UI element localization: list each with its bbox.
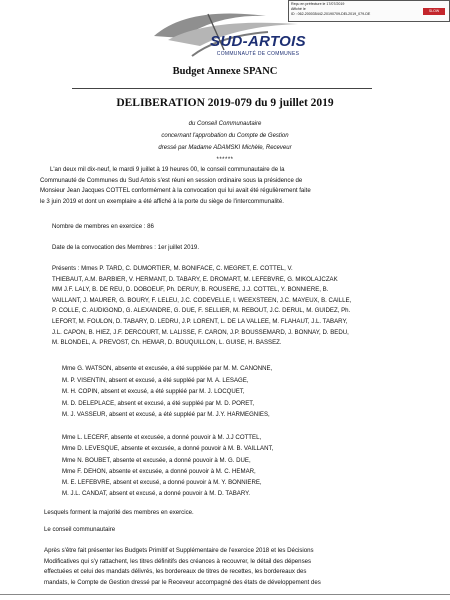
- stamp-id-line: ID : 062-200035442-20190709-DEL2019_079-DE: [291, 12, 371, 16]
- substitution-line: M. J. VASSEUR, absent et excusé, a été suppléé par M. J.Y. HARMEGNIES,: [62, 411, 270, 418]
- closing-line: Après s'être fait présenter les Budgets Primitif et Supplémentaire de l'exercice 2018 et les Décisions: [44, 547, 314, 554]
- subtitle-council: du Conseil Communautaire: [188, 121, 262, 127]
- subtitle-subject: concernant l'approbation du Compte de Gestion: [161, 133, 289, 139]
- stamp-received-line: Reçu en préfecture le 17/07/2019: [291, 2, 345, 6]
- logo-name: SUD-ARTOIS: [210, 33, 306, 50]
- substitutions-list: [62, 363, 272, 421]
- closing-line: effectuées et celui des mandats délivrés, les bordereaux de titres de recettes, les bordereaux des: [44, 568, 307, 576]
- proxies-list: [62, 432, 273, 500]
- budget-heading: Budget Annexe SPANC: [172, 66, 278, 77]
- page-bottom-edge: [0, 594, 450, 595]
- closing-line: Modificatives qui s'y rattachent, les titres définitifs des créances à recouvrer, le détail des dépenses: [44, 557, 312, 565]
- proxy-line: M. J.L. CANDAT, absent et excusé, a donné pouvoir à M. D. TABARY.: [62, 490, 251, 498]
- proxy-line: Mme F. DEHON, absente et excusée, a donné pouvoir à M. C. HEMAR,: [62, 467, 256, 475]
- subtitle-stars: ******: [216, 157, 234, 163]
- intro-line: L'an deux mil dix-neuf, le mardi 9 juillet à 19 heures 00, le conseil communautaire de la: [50, 166, 285, 173]
- presents-line: J.L. CAPON, B. HIEZ, J.F. DERCOURT, M. LALISSE, F. CARON, J.P. BOUSSEMARD, J. BONNAY, D. BEDU,: [52, 328, 349, 336]
- convocation-date: Date de la convocation des Membres : 1er juillet 2019.: [52, 244, 200, 251]
- intro-line: Monsieur Jean Jacques COTTEL conformément à la convocation qui lui avait été régulièrement faite: [40, 187, 311, 195]
- members-count: Nombre de membres en exercice : 86: [52, 223, 154, 230]
- proxy-line: Mme N. BOUBET, absente et excusée, a donné pouvoir à M. G. DUE,: [62, 456, 251, 464]
- header-divider: [72, 88, 372, 89]
- presents-list: [52, 264, 351, 349]
- majority-statement: Lesquels forment la majorité des membres en exercice.: [44, 509, 194, 516]
- stamp-posted-line: Affiché le: [291, 7, 306, 11]
- subtitle-author: dressé par Madame ADAMSKI Michèle, Receveur: [158, 145, 292, 151]
- substitution-line: M. H. COPIN, absent et excusé, a été suppléé par M. J. LOCQUET,: [62, 388, 245, 395]
- logo-subtitle: COMMUNAUTÉ DE COMMUNES: [216, 51, 300, 57]
- substitution-line: Mme G. WATSON, absente et excusée, a été suppléée par M. M. CANONNE,: [62, 365, 273, 372]
- deliberation-title: DELIBERATION 2019-079 du 9 juillet 2019: [116, 97, 334, 109]
- presents-line: Présents : Mmes P. TARD, C. DUMORTIER, M. BONIFACE, C. MEGRET, E. COTTEL, V.: [52, 265, 293, 272]
- presents-line: VAILLANT, J. MAURER, G. BOURY, F. LELEU, J.C. CODEVELLE, I. WEEXSTEEN, J.C. MAYEUX, B. CAILLE,: [52, 296, 352, 304]
- intro-paragraph: [40, 165, 311, 207]
- reception-stamp: [288, 0, 450, 22]
- closing-line: mandats, le Compte de Gestion dressé par le Receveur accompagné des états de développement des: [44, 578, 321, 586]
- proxy-line: M. E. LEFEBVRE, absent et excusé, a donné pouvoir à M. Y. BONNIERE,: [62, 479, 262, 487]
- stamp-badge: SLOW: [423, 8, 445, 15]
- intro-line: Communauté de Communes du Sud Artois s'est réuni en session ordinaire sous la présidence de: [40, 176, 303, 184]
- intro-line: le 3 juin 2019 et dont un exemplaire a été affiché à la porte du siège de l'intercommunalité.: [40, 197, 284, 205]
- substitution-line: M. P. VISENTIN, absent et excusé, a été suppléé par M. A. LESAGE,: [62, 376, 249, 384]
- closing-paragraph: [44, 546, 321, 588]
- proxy-line: Mme L. LECERF, absente et excusée, a donné pouvoir à M. J.J COTTEL,: [62, 434, 262, 441]
- presents-line: THIEBAUT, A.M. BARBIER, V. HERMANT, D. TABARY, E. DROMART, M. LEFEBVRE, G. MIKOLAJCZAK: [52, 275, 338, 283]
- council-heading: Le conseil communautaire: [44, 526, 116, 533]
- proxy-line: Mme D. LEVESQUE, absente et excusée, a donné pouvoir à M. B. VAILLANT,: [62, 445, 274, 453]
- presents-line: LEFORT, M. FOULON, D. TABARY, D. LEDRU, J.P. LORENT, L. DE LA VALLEE, M. FLAHAUT, J.L. TABARY,: [52, 317, 348, 325]
- substitution-line: M. D. DELEPLACE, absent et excusé, a été suppléé par M. D. PORET,: [62, 399, 255, 407]
- presents-line: P. COLLE, C. AUDIGOND, G. ALEXANDRE, G. DUE, F. SELLIER, M. REBOUT, J.C. DERUL, M. GUIDEZ, Ph.: [52, 307, 351, 315]
- presents-line: M. BLONDEL, A. PREVOST, Ch. HEMAR, D. BOUQUILLON, L. GUISE, H. BASSEZ.: [52, 339, 282, 347]
- presents-line: MM J.F. LALY, B. DE REU, D. DOBOEUF, Ph. DERUY, B. ROUSERE, J.J. COTTEL, Y. BONNIERE, B.: [52, 286, 329, 294]
